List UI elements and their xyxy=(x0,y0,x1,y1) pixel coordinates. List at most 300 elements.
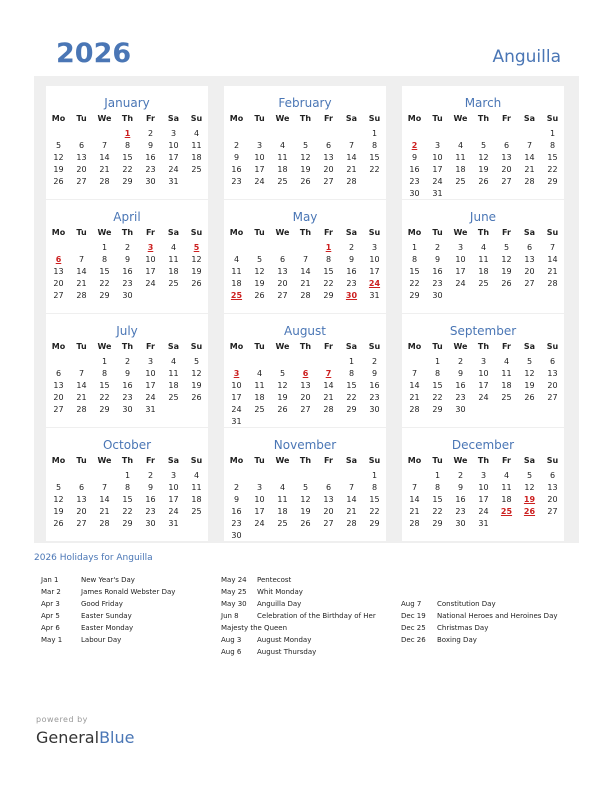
day: 6 xyxy=(526,243,533,252)
weekday-header: Sa xyxy=(523,342,536,351)
day: 25 xyxy=(191,507,202,516)
day: 27 xyxy=(277,291,288,300)
day: 20 xyxy=(277,279,288,288)
day: 9 xyxy=(457,483,464,492)
day: 18 xyxy=(168,381,179,390)
weekday-header: Fr xyxy=(146,114,155,123)
weekday-header: Mo xyxy=(229,456,244,465)
holiday-row xyxy=(401,634,558,646)
day: 28 xyxy=(99,177,110,186)
weekday-header: Th xyxy=(477,342,490,351)
day: 13 xyxy=(76,153,87,162)
day: 11 xyxy=(168,369,179,378)
day: 20 xyxy=(323,507,334,516)
day: 17 xyxy=(145,381,156,390)
day: 24 xyxy=(168,507,179,516)
day: 30 xyxy=(455,405,466,414)
month-december xyxy=(402,428,564,541)
weekday-header: Sa xyxy=(167,342,180,351)
day: 13 xyxy=(53,381,64,390)
day: 10 xyxy=(432,153,443,162)
month-july xyxy=(46,314,208,427)
weekday-header: Th xyxy=(121,342,134,351)
day: 15 xyxy=(409,267,420,276)
day: 20 xyxy=(76,507,87,516)
day: 3 xyxy=(147,357,154,366)
day: 16 xyxy=(369,381,380,390)
weekday-header: Tu xyxy=(432,228,443,237)
day: 14 xyxy=(76,267,87,276)
day: 12 xyxy=(53,495,64,504)
day: 7 xyxy=(78,255,85,264)
day: 2 xyxy=(348,243,355,252)
holiday-row xyxy=(401,610,558,622)
day: 23 xyxy=(455,393,466,402)
day: 21 xyxy=(99,507,110,516)
day: 21 xyxy=(547,267,558,276)
holiday-column xyxy=(401,574,558,646)
day: 21 xyxy=(346,507,357,516)
day: 27 xyxy=(547,393,558,402)
day: 20 xyxy=(76,165,87,174)
holidays-title: 2026 Holidays for Anguilla xyxy=(34,553,153,563)
day: 10 xyxy=(455,255,466,264)
day: 17 xyxy=(455,267,466,276)
day: 13 xyxy=(76,495,87,504)
holiday-name: August Monday xyxy=(257,636,312,644)
day: 22 xyxy=(99,279,110,288)
day: 19 xyxy=(277,393,288,402)
weekday-header: Su xyxy=(190,342,203,351)
holiday-name: Pentecost xyxy=(257,576,292,584)
day: 22 xyxy=(323,279,334,288)
holiday-day: 1 xyxy=(124,129,131,138)
weekday-header: Sa xyxy=(167,456,180,465)
day: 2 xyxy=(124,357,131,366)
day: 16 xyxy=(231,165,242,174)
day: 6 xyxy=(549,357,556,366)
weekday-header: Su xyxy=(546,114,559,123)
day: 2 xyxy=(371,357,378,366)
day: 24 xyxy=(254,177,265,186)
day: 28 xyxy=(409,405,420,414)
weekday-header: Mo xyxy=(407,228,422,237)
day: 3 xyxy=(256,483,263,492)
holiday-date: Apr 3 xyxy=(41,600,60,608)
day: 24 xyxy=(145,393,156,402)
day: 21 xyxy=(76,279,87,288)
holiday-column xyxy=(41,574,175,646)
month-name: December xyxy=(451,438,515,452)
day: 17 xyxy=(168,495,179,504)
day: 18 xyxy=(501,495,512,504)
day: 5 xyxy=(503,243,510,252)
weekday-header: Th xyxy=(477,456,490,465)
day: 23 xyxy=(231,519,242,528)
weekday-header: We xyxy=(97,228,112,237)
day: 8 xyxy=(101,369,108,378)
holiday-name: Boxing Day xyxy=(437,636,477,644)
day: 20 xyxy=(53,393,64,402)
day: 13 xyxy=(323,153,334,162)
day: 10 xyxy=(231,381,242,390)
holiday-row xyxy=(401,574,558,586)
day: 9 xyxy=(411,153,418,162)
weekday-header: Tu xyxy=(254,342,265,351)
day: 5 xyxy=(193,357,200,366)
holiday-name: National Heroes and Heroines Day xyxy=(437,612,558,620)
day: 15 xyxy=(122,153,133,162)
day: 15 xyxy=(432,495,443,504)
weekday-header: Tu xyxy=(254,456,265,465)
day: 5 xyxy=(256,255,263,264)
holiday-day: 24 xyxy=(368,279,381,288)
day: 9 xyxy=(348,255,355,264)
day: 15 xyxy=(547,153,558,162)
day: 7 xyxy=(348,483,355,492)
day: 13 xyxy=(501,153,512,162)
day: 29 xyxy=(369,519,380,528)
holiday-row xyxy=(401,622,558,634)
day: 21 xyxy=(76,393,87,402)
weekday-header: Mo xyxy=(407,456,422,465)
day: 1 xyxy=(549,129,556,138)
day: 6 xyxy=(78,483,85,492)
day: 29 xyxy=(346,405,357,414)
holiday-column xyxy=(221,574,376,658)
day: 5 xyxy=(302,141,309,150)
day: 29 xyxy=(432,519,443,528)
day: 26 xyxy=(524,393,535,402)
weekday-header: Th xyxy=(477,114,490,123)
day: 6 xyxy=(78,141,85,150)
weekday-header: Tu xyxy=(432,114,443,123)
day: 14 xyxy=(99,153,110,162)
day: 27 xyxy=(501,177,512,186)
day: 30 xyxy=(145,177,156,186)
day: 15 xyxy=(122,495,133,504)
day: 9 xyxy=(124,369,131,378)
day: 4 xyxy=(233,255,240,264)
weekday-header: Sa xyxy=(523,456,536,465)
day: 17 xyxy=(478,381,489,390)
day: 20 xyxy=(300,393,311,402)
month-november xyxy=(224,428,386,541)
day: 5 xyxy=(526,471,533,480)
day: 28 xyxy=(547,279,558,288)
day: 12 xyxy=(254,267,265,276)
holiday-date: Aug 6 xyxy=(221,648,242,656)
day: 8 xyxy=(371,141,378,150)
day: 6 xyxy=(549,471,556,480)
day: 15 xyxy=(323,267,334,276)
day: 17 xyxy=(432,165,443,174)
month-name: July xyxy=(116,324,138,338)
day: 3 xyxy=(371,243,378,252)
day: 21 xyxy=(346,165,357,174)
holiday-date: Apr 6 xyxy=(41,624,60,632)
day: 4 xyxy=(170,357,177,366)
month-name: June xyxy=(469,210,497,224)
day: 14 xyxy=(346,153,357,162)
day: 21 xyxy=(323,393,334,402)
holiday-day: 6 xyxy=(55,255,62,264)
day: 16 xyxy=(231,507,242,516)
day: 27 xyxy=(76,177,87,186)
holiday-date: May 24 xyxy=(221,576,247,584)
day: 24 xyxy=(231,405,242,414)
day: 30 xyxy=(409,189,420,198)
day: 30 xyxy=(432,291,443,300)
day: 23 xyxy=(145,165,156,174)
month-may xyxy=(224,200,386,313)
weekday-header: Tu xyxy=(254,228,265,237)
holiday-row xyxy=(401,598,558,610)
day: 2 xyxy=(124,243,131,252)
day: 12 xyxy=(300,495,311,504)
day: 4 xyxy=(503,471,510,480)
day: 27 xyxy=(547,507,558,516)
day: 7 xyxy=(101,483,108,492)
weekday-header: Th xyxy=(299,114,312,123)
day: 18 xyxy=(254,393,265,402)
day: 26 xyxy=(254,291,265,300)
day: 16 xyxy=(455,495,466,504)
day: 31 xyxy=(168,177,179,186)
weekday-header: Th xyxy=(299,456,312,465)
weekday-header: Su xyxy=(368,342,381,351)
day: 4 xyxy=(480,243,487,252)
day: 7 xyxy=(526,141,533,150)
holiday-row xyxy=(41,610,175,622)
day: 2 xyxy=(457,471,464,480)
day: 30 xyxy=(231,531,242,540)
day: 17 xyxy=(369,267,380,276)
day: 13 xyxy=(300,381,311,390)
day: 18 xyxy=(455,165,466,174)
day: 10 xyxy=(145,255,156,264)
holiday-date: Apr 5 xyxy=(41,612,60,620)
day: 20 xyxy=(501,165,512,174)
day: 17 xyxy=(145,267,156,276)
day: 1 xyxy=(371,129,378,138)
day: 12 xyxy=(53,153,64,162)
day: 14 xyxy=(547,255,558,264)
weekday-header: Mo xyxy=(407,114,422,123)
month-june xyxy=(402,200,564,313)
weekday-header: Th xyxy=(299,228,312,237)
weekday-header: Sa xyxy=(167,114,180,123)
day: 23 xyxy=(409,177,420,186)
day: 15 xyxy=(369,495,380,504)
day: 31 xyxy=(231,417,242,426)
day: 6 xyxy=(325,141,332,150)
month-name: April xyxy=(113,210,141,224)
day: 25 xyxy=(277,519,288,528)
day: 11 xyxy=(478,255,489,264)
day: 28 xyxy=(76,291,87,300)
day: 23 xyxy=(369,393,380,402)
day: 19 xyxy=(191,267,202,276)
day: 6 xyxy=(503,141,510,150)
day: 17 xyxy=(478,495,489,504)
day: 12 xyxy=(277,381,288,390)
day: 28 xyxy=(300,291,311,300)
day: 29 xyxy=(122,177,133,186)
holiday-day: 3 xyxy=(147,243,154,252)
day: 7 xyxy=(302,255,309,264)
weekday-header: Sa xyxy=(167,228,180,237)
holiday-row xyxy=(221,598,376,610)
holiday-name: Celebration of the Birthday of Her xyxy=(257,612,376,620)
weekday-header: Th xyxy=(121,114,134,123)
day: 30 xyxy=(122,291,133,300)
day: 25 xyxy=(277,177,288,186)
holiday-date: Dec 19 xyxy=(401,612,426,620)
day: 23 xyxy=(122,279,133,288)
day: 14 xyxy=(323,381,334,390)
day: 10 xyxy=(168,483,179,492)
weekday-header: Fr xyxy=(324,114,333,123)
day: 6 xyxy=(279,255,286,264)
weekday-header: Tu xyxy=(76,456,87,465)
day: 2 xyxy=(233,141,240,150)
holiday-day: 1 xyxy=(325,243,332,252)
day: 16 xyxy=(346,267,357,276)
day: 8 xyxy=(434,369,441,378)
day: 19 xyxy=(53,507,64,516)
day: 9 xyxy=(147,141,154,150)
day: 15 xyxy=(346,381,357,390)
holiday-day: 25 xyxy=(230,291,243,300)
day: 20 xyxy=(547,495,558,504)
day: 23 xyxy=(122,393,133,402)
day: 25 xyxy=(501,393,512,402)
day: 15 xyxy=(432,381,443,390)
day: 11 xyxy=(231,267,242,276)
weekday-header: Su xyxy=(368,456,381,465)
day: 1 xyxy=(434,357,441,366)
day: 9 xyxy=(233,153,240,162)
day: 1 xyxy=(124,471,131,480)
day: 6 xyxy=(55,369,62,378)
month-name: October xyxy=(102,438,152,452)
holiday-name: August Thursday xyxy=(257,648,317,656)
day: 5 xyxy=(55,483,62,492)
month-name: February xyxy=(278,96,332,110)
day: 2 xyxy=(233,483,240,492)
day: 11 xyxy=(191,141,202,150)
weekday-header: Sa xyxy=(345,114,358,123)
day: 2 xyxy=(434,243,441,252)
day: 21 xyxy=(99,165,110,174)
weekday-header: Mo xyxy=(51,114,66,123)
weekday-header: We xyxy=(275,228,290,237)
day: 8 xyxy=(325,255,332,264)
day: 22 xyxy=(547,165,558,174)
day: 29 xyxy=(99,291,110,300)
day: 13 xyxy=(547,369,558,378)
day: 10 xyxy=(478,369,489,378)
day: 9 xyxy=(371,369,378,378)
day: 22 xyxy=(122,507,133,516)
day: 7 xyxy=(78,369,85,378)
day: 15 xyxy=(369,153,380,162)
weekday-header: Su xyxy=(368,228,381,237)
day: 23 xyxy=(455,507,466,516)
holiday-name: Good Friday xyxy=(81,600,123,608)
month-name: March xyxy=(464,96,502,110)
weekday-header: We xyxy=(275,456,290,465)
day: 19 xyxy=(300,507,311,516)
holiday-date: May 30 xyxy=(221,600,247,608)
day: 11 xyxy=(191,483,202,492)
weekday-header: Th xyxy=(477,228,490,237)
day: 4 xyxy=(193,471,200,480)
day: 30 xyxy=(455,519,466,528)
holiday-day: 3 xyxy=(233,369,240,378)
day: 26 xyxy=(300,177,311,186)
day: 10 xyxy=(478,483,489,492)
month-august xyxy=(224,314,386,427)
weekday-header: Mo xyxy=(229,342,244,351)
day: 22 xyxy=(409,279,420,288)
day: 13 xyxy=(547,483,558,492)
day: 16 xyxy=(122,267,133,276)
day: 21 xyxy=(409,507,420,516)
weekday-header: Fr xyxy=(146,456,155,465)
day: 28 xyxy=(76,405,87,414)
weekday-header: We xyxy=(453,228,468,237)
day: 24 xyxy=(455,279,466,288)
holiday-name: Easter Sunday xyxy=(81,612,132,620)
day: 9 xyxy=(434,255,441,264)
day: 15 xyxy=(99,267,110,276)
weekday-header: Tu xyxy=(76,114,87,123)
day: 1 xyxy=(101,357,108,366)
month-march xyxy=(402,86,564,199)
day: 14 xyxy=(409,381,420,390)
day: 4 xyxy=(256,369,263,378)
day: 4 xyxy=(457,141,464,150)
holiday-name: Constitution Day xyxy=(437,600,496,608)
holiday-row xyxy=(221,622,376,634)
day: 14 xyxy=(346,495,357,504)
day: 8 xyxy=(101,255,108,264)
day: 28 xyxy=(323,405,334,414)
day: 26 xyxy=(53,177,64,186)
day: 24 xyxy=(432,177,443,186)
day: 11 xyxy=(501,369,512,378)
holiday-date: May 1 xyxy=(41,636,63,644)
weekday-header: Mo xyxy=(51,342,66,351)
day: 3 xyxy=(434,141,441,150)
weekday-header: Tu xyxy=(254,114,265,123)
weekday-header: Su xyxy=(190,114,203,123)
weekday-header: We xyxy=(97,114,112,123)
day: 26 xyxy=(191,393,202,402)
day: 17 xyxy=(168,153,179,162)
day: 18 xyxy=(277,165,288,174)
holiday-day: 7 xyxy=(325,369,332,378)
day: 30 xyxy=(369,405,380,414)
day: 20 xyxy=(323,165,334,174)
day: 17 xyxy=(231,393,242,402)
weekday-header: Tu xyxy=(432,342,443,351)
holiday-name: Labour Day xyxy=(81,636,122,644)
day: 8 xyxy=(124,141,131,150)
day: 10 xyxy=(145,369,156,378)
